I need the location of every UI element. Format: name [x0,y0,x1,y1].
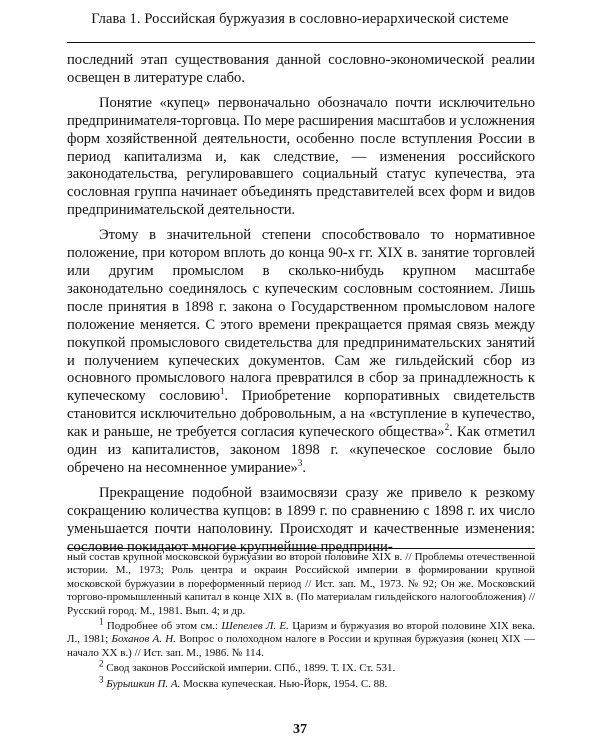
paragraph-3-part-b: . Приобретение корпоративных свидетельств становится исключительно добровольным, а на «вступление в купечество, как и раньше, не требуется согласия купеческого общества» [67,388,536,441]
footnotes [67,551,535,693]
paragraph-3-part-c: . Как отметил один из капиталистов, законом 1898 г. «купеческое сословие было обречено на несомненное умирание» [67,424,535,476]
footnote-2-text: Свод законов Российской империи. СПб., 1899. Т. IX. Ст. 531. [106,662,396,675]
paragraph-3-part-d: . [302,459,307,476]
footnote-3-author: Бурышкин П. А. [106,677,181,690]
footnote-2-mark: 2 [99,658,104,669]
footnote-ref-1[interactable]: 1 [220,386,225,397]
footnote-ref-2[interactable]: 2 [444,422,450,433]
footnote-1-mark: 1 [99,616,104,627]
paragraph-3-part-a: Этому в значительной степени способствовало то нормативное положение, при котором вплоть до конца 90-х гг. XIX в. занятие торговлей или другим промыслом в сколько-нибудь крупном масштабе законодательно соединялось с купеческим сословным состоянием. Лишь после принятия в 1898 г. закона о Государственном промысловом налоге положение меняется. С этого времени прекращается прямая связь между покупкой промыслового свидетельства для предпринимательских занятий и получением купеческих документов. Сам же гильдейский сбор из основного промыслового налога превратился в сбор за принадлежность к купеческому сословию [67,227,535,405]
paragraph-4: Прекращение подобной взаимосвязи сразу же привело к резкому сокращению количества купцов: в 1899 г. по сравнению с 1898 г. их число уменьшается почти наполовину. Происходят и качественные изменения: сословие покидают многие крупнейшие предприни- [67,484,535,555]
footnote-1-text-b: Царизм и буржуазия во второй половине XIX века. Л., 1981; [67,620,535,646]
paragraph-2: Понятие «купец» первоначально обозначало почти исключительно предпринимателя-торговца. По мере расширения масштабов и усложнения форм хозяйственной деятельности, особенно после вступления России в период капитализма и, как следствие, — изменения российского законодательства, регулировавшего социальный статус купечества, эта сословная группа начинает объединять представителей всех форм и видов предпринимательской деятельности. [67,94,535,219]
footnote-2 [67,658,535,675]
footnote-1-text-a: Подробнее об этом см.: [106,620,222,633]
footnote-3 [67,674,535,691]
footnote-1 [67,616,535,660]
footnote-continuation: ный состав крупной московской буржуазии во второй половине XIX в. // Проблемы отечественной истории. М., 1973; Роль центра и окраин Российской империи в формировании крупной московской буржуазии в пореформенный период // Ист. зап. М., 1973. № 92; Он же. Московский торгово-промышленный капитал в конце XIX в. (По материалам гильдейского налогообложения) // Русский город. М., 1981. Вып. 4; и др. [67,551,535,617]
footnote-1-text-c: Вопрос о полоходном налоге в России и крупная буржуазия (конец XIX — начало XX в.) // Ист. зап. М., 1986. № 114. [67,633,535,659]
paragraph-1: последний этап существования данной сословно-экономической реалии освещен в литературе слабо. [67,52,535,86]
footnote-3-mark: 3 [99,674,104,684]
page-number: 37 [293,722,307,737]
main-text [67,52,535,563]
running-header [0,0,600,38]
footnote-1-author-2: Боханов А. Н. [111,633,176,646]
paragraph-3 [67,227,535,478]
footnote-1-author-1: Шепелев Л. Е. [221,620,289,633]
header-rule [67,42,535,43]
footnote-3-text: Москва купеческая. Нью-Йорк, 1954. С. 88. [180,677,388,690]
running-title: Глава 1. Российская буржуазия в сословно-иерархической системе [91,10,509,27]
footnote-rule [67,548,535,549]
footnote-ref-3[interactable]: 3 [297,458,303,469]
